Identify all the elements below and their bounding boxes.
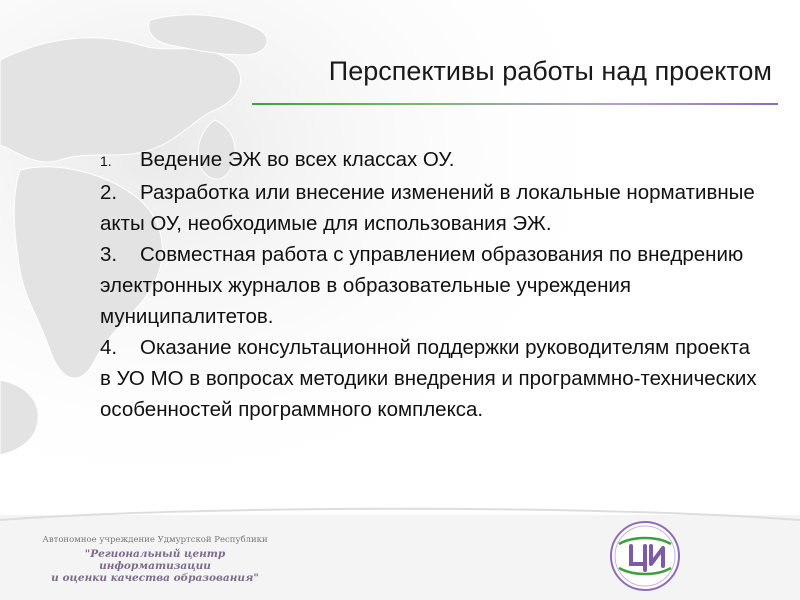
slide-title: Перспективы работы над проектом — [328, 56, 772, 86]
rcio-logo-icon — [607, 518, 683, 594]
list-item-text: Совместная работа с управлением образования по внедрению электронных журналов в образовательные учреждения муниципалитетов. — [100, 243, 744, 328]
list-item-number: 1. — [100, 153, 112, 169]
list-item-text: Разработка или внесение изменений в локальные нормативные акты ОУ, необходимые для использования ЭЖ. — [100, 181, 755, 235]
projects-list — [100, 144, 760, 425]
organization-name — [40, 535, 270, 584]
org-line-2: "Региональный центр информатизации — [84, 548, 226, 572]
list-item — [100, 239, 760, 332]
org-line-3: и оценки качества образования" — [51, 572, 259, 584]
list-item-text: Ведение ЭЖ во всех классах ОУ. — [140, 148, 455, 171]
list-item — [100, 332, 760, 425]
list-item — [100, 177, 760, 239]
list-item-text: Оказание консультационной поддержки руководителям проекта в УО МО в вопросах методики внедрения и программно-технических особенностей программного комплекса. — [100, 336, 757, 421]
list-item-number: 2. — [100, 181, 118, 204]
list-item-number: 4. — [100, 336, 118, 359]
org-line-1: Автономное учреждение Удмуртской Республики — [42, 535, 268, 545]
list-item-number: 3. — [100, 243, 118, 266]
title-divider — [252, 103, 778, 105]
list-item — [100, 144, 760, 177]
